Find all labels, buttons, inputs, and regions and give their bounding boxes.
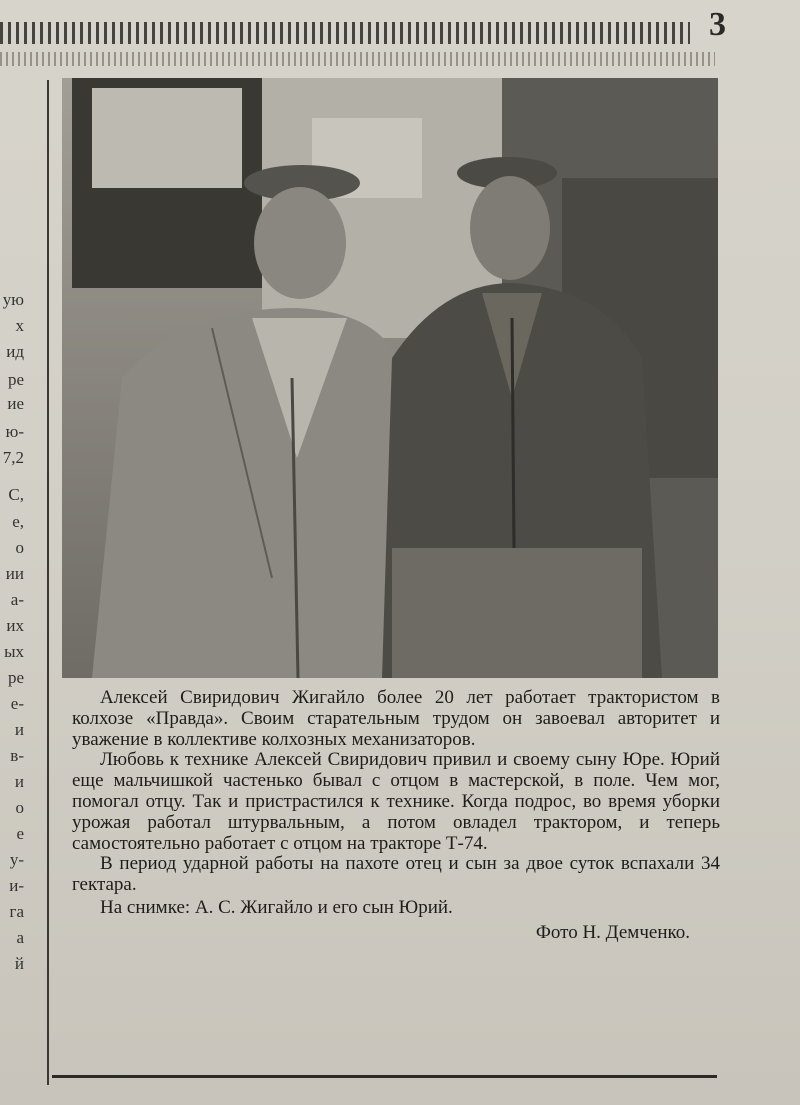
header-text-strip xyxy=(0,52,715,66)
article-paragraph-3: В период ударной работы на пахоте отец и сын за двое суток вспахали 34 гектара. xyxy=(72,853,720,896)
left-column-fragment: их xyxy=(6,616,24,635)
left-column-fragment: ую xyxy=(2,290,24,309)
left-column-fragment: е- xyxy=(10,694,24,713)
article-text xyxy=(72,688,720,944)
left-column-fragment: ых xyxy=(4,642,24,661)
photo-caption: На снимке: А. С. Жигайло и его сын Юрий. xyxy=(100,896,453,918)
left-column-fragment: у- xyxy=(9,850,24,869)
left-column-fragments xyxy=(0,80,28,1020)
left-column-fragment: и xyxy=(14,720,24,739)
left-column-fragment: й xyxy=(14,954,24,973)
left-column-fragment: в- xyxy=(10,746,24,765)
left-column-fragment: и xyxy=(14,772,24,791)
left-column-fragment: ие xyxy=(7,394,24,413)
left-column-fragment: 7,2 xyxy=(2,448,24,467)
left-column-fragment: о xyxy=(15,538,24,557)
top-border-strip xyxy=(0,22,690,44)
article-photo xyxy=(62,78,718,678)
left-column-fragment: а xyxy=(16,928,24,947)
left-column-fragment: и- xyxy=(9,876,24,895)
left-column-fragment: х xyxy=(15,316,24,335)
left-column-fragment: е xyxy=(16,824,24,843)
left-column-fragment: С, xyxy=(8,485,24,504)
article-paragraph-2: Любовь к технике Алексей Свиридович привил и своему сыну Юре. Юрий еще мальчишкой частенько бывал с отцом в мастерской, в поле. Чем мог, помогал отцу. Так и пристрастился к технике. Когда подрос, во время уборки урожая работал штурвальным, а потом овладел трактором, и теперь самостоятельно работает с отцом на тракторе Т-74. xyxy=(72,749,720,854)
article-paragraph-1: Алексей Свиридович Жигайло более 20 лет работает трактористом в колхозе «Правда». Своим старательным трудом он завоевал авторитет и уважение в коллективе колхозных механизаторов. xyxy=(72,687,720,750)
left-column-fragment: ид xyxy=(6,342,24,361)
left-column-fragment: ре xyxy=(7,668,24,687)
bottom-rule xyxy=(52,1075,717,1078)
left-column-fragment: ре xyxy=(7,370,24,389)
left-column-fragment: о xyxy=(15,798,24,817)
left-column-fragment: а- xyxy=(10,590,24,609)
page-number: 3 xyxy=(709,6,726,43)
left-column-fragment: е, xyxy=(12,512,24,531)
column-rule xyxy=(47,80,49,1085)
photo-credit: Фото Н. Демченко. xyxy=(535,921,690,943)
left-column-fragment: га xyxy=(9,902,24,921)
left-column-fragment: ю- xyxy=(5,422,24,441)
left-column-fragment: ии xyxy=(5,564,24,583)
photo-two-men-icon xyxy=(62,78,718,678)
